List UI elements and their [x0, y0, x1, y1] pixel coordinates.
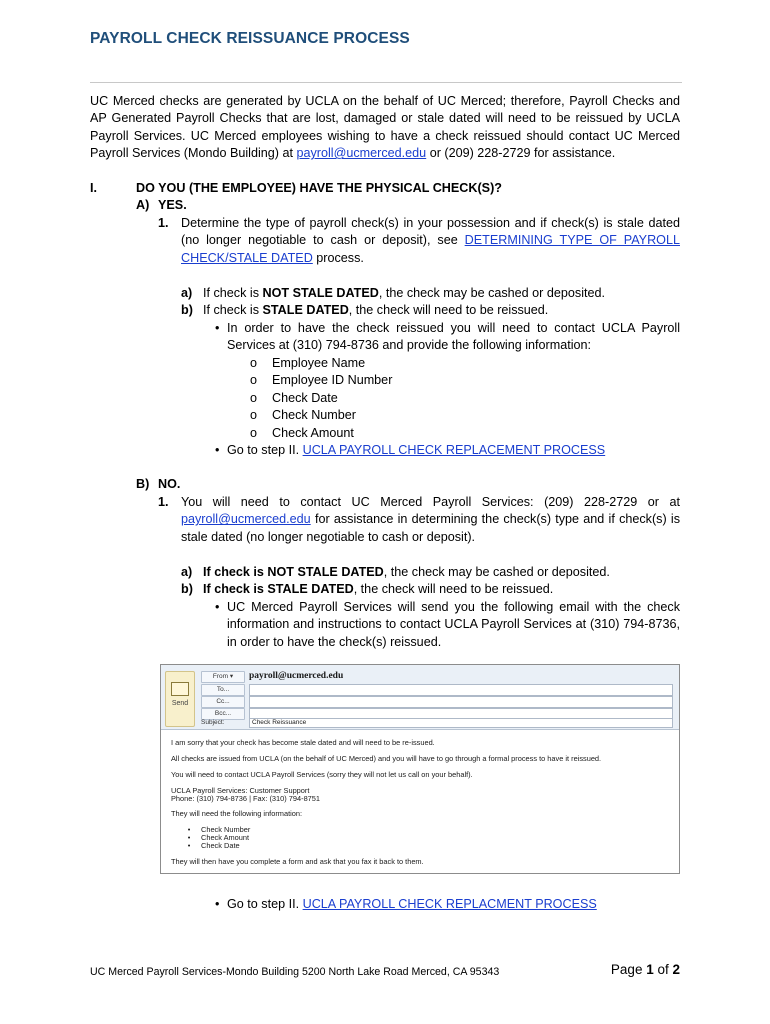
yes-b-bold: STALE DATED	[262, 303, 349, 317]
email-screenshot	[160, 664, 680, 874]
bullet-icon: •	[215, 443, 220, 457]
yes-a-text	[203, 285, 605, 302]
determining-type-link[interactable]: DETERMINING TYPE OF PAYROLL CHECK/STALE DATED	[181, 233, 680, 265]
ucla-replacement-link[interactable]: UCLA PAYROLL CHECK REPLACEMENT PROCESS	[302, 443, 606, 457]
yes-step-body: Determine the type of payroll check(s) in your possession and if check(s) is stale dated (no longer negotiable to cash or deposit), see	[181, 216, 680, 248]
no-b-post: , the check will need to be reissued.	[353, 582, 554, 596]
send-button	[165, 671, 195, 727]
yes-step-number: 1.	[158, 216, 169, 230]
no-heading: NO.	[158, 477, 181, 491]
no-a-label: a)	[181, 565, 193, 579]
page-word: Page	[610, 962, 647, 977]
no-step-after: for assistance in determining the check(s) type and if check(s) is stale dated (no longer negotiable to cash or deposit).	[181, 512, 680, 544]
no-bullet-email: UC Merced Payroll Services will send you the following email with the check information and instructions to contact UCLA Payroll Services at (310) 794-8736, in order to have the check(s) reissued.	[227, 600, 680, 649]
no-step-text	[181, 494, 680, 546]
email-line-3: You will need to contact UCLA Payroll Services (sorry they will not let us call on your behalf).	[171, 770, 473, 779]
bcc-button: Bcc...	[201, 708, 245, 720]
bullet-icon: •	[215, 321, 220, 335]
section-heading: DO YOU (THE EMPLOYEE) HAVE THE PHYSICAL CHECK(S)?	[136, 181, 502, 195]
bullet-icon: •	[215, 897, 220, 911]
no-payroll-email-link[interactable]: payroll@ucmerced.edu	[181, 512, 311, 527]
sub-item-marker: o	[250, 373, 258, 388]
sub-item-text: Check Number	[272, 408, 356, 423]
subject-label: Subject:	[201, 719, 225, 726]
sub-item-marker: o	[250, 408, 258, 423]
to-button: To...	[201, 684, 245, 696]
no-a-text	[203, 564, 610, 581]
email-line-5: Phone: (310) 794-8736 | Fax: (310) 794-8751	[171, 794, 321, 803]
sub-item-marker: o	[250, 425, 258, 440]
sub-item-text: Check Amount	[272, 425, 354, 440]
yes-label: A)	[136, 198, 150, 212]
no-b-label: b)	[181, 582, 193, 596]
no-b-bold: If check is STALE DATED	[203, 582, 354, 596]
yes-a-post: , the check may be cashed or deposited.	[378, 286, 605, 300]
no-goto-pre: Go to step II.	[227, 897, 303, 911]
email-item: • Check Amount	[177, 833, 249, 843]
no-label: B)	[136, 477, 150, 491]
payroll-email-link[interactable]: payroll@ucmerced.edu	[296, 146, 427, 161]
yes-b-label: b)	[181, 303, 193, 317]
email-item: • Check Date	[177, 841, 240, 851]
page-total: 2	[672, 962, 680, 977]
section-numeral: I.	[90, 181, 97, 195]
no-a-post: , the check may be cashed or deposited.	[383, 565, 610, 579]
yes-step-text	[181, 215, 680, 267]
title-divider	[90, 82, 682, 83]
yes-a-bold: NOT STALE DATED	[262, 286, 379, 300]
no-step-body: You will need to contact UC Merced Payroll Services: (209) 228-2729 or at	[181, 495, 680, 509]
envelope-icon	[171, 682, 189, 696]
send-label: Send	[171, 700, 189, 707]
sub-item-text: Employee Name	[272, 356, 366, 370]
to-field	[249, 684, 673, 696]
yes-b-pre: If check is	[203, 303, 263, 317]
page-number	[611, 962, 680, 977]
cc-field	[249, 696, 673, 708]
no-b-text	[203, 581, 553, 598]
from-value: payroll@ucmerced.edu	[249, 671, 344, 681]
yes-goto-step	[227, 442, 605, 459]
email-header	[161, 665, 679, 730]
document-title: PAYROLL CHECK REISSUANCE PROCESS	[90, 30, 410, 47]
footer-address: UC Merced Payroll Services-Mondo Building 5200 North Lake Road Merced, CA 95343	[90, 966, 500, 978]
yes-goto-pre: Go to step II.	[227, 443, 303, 457]
yes-a-pre: If check is	[203, 286, 263, 300]
subject-field: Check Reissuance	[249, 718, 673, 728]
yes-b-post: , the check will need to be reissued.	[348, 303, 549, 317]
bullet-icon: •	[215, 600, 220, 614]
sub-item-marker: o	[250, 356, 258, 370]
yes-bullet-contact: In order to have the check reissued you will need to contact UCLA Payroll Services at (310) 794-8736 and provide the following information:	[227, 321, 680, 353]
ucla-replacment-link[interactable]: UCLA PAYROLL CHECK REPLACMENT PROCESS	[302, 897, 597, 911]
yes-a-label: a)	[181, 286, 193, 300]
no-goto-step	[227, 896, 597, 913]
yes-step-after: process.	[312, 250, 364, 265]
intro-paragraph	[90, 93, 680, 163]
intro-text-1: UC Merced checks are generated by UCLA on the behalf of UC Merced; therefore, Payroll Checks and AP Generated Payroll Checks that are lost, damaged or stale dated will need to be reissued by UCLA Payroll Services. UC Merced employees wishing to have a check reissued should contact UC Merced Payroll Services (Mondo Building) at	[90, 94, 680, 161]
email-line-1: I am sorry that your check has become stale dated and will need to be re-issued.	[171, 738, 435, 747]
page-current: 1	[646, 962, 654, 977]
cc-button: Cc...	[201, 696, 245, 708]
intro-text-2: or (209) 228-2729 for assistance.	[426, 146, 616, 161]
no-a-bold: If check is NOT STALE DATED	[203, 565, 384, 579]
email-line-2: All checks are issued from UCLA (on the behalf of UC Merced) and you will have to go through a formal process to have it reissued.	[171, 754, 602, 763]
email-item: • Check Number	[177, 825, 250, 835]
no-step-number: 1.	[158, 495, 169, 509]
yes-b-text	[203, 302, 548, 319]
sub-item-marker: o	[250, 390, 258, 405]
email-line-6: They will need the following information:	[171, 809, 303, 818]
sub-item-text: Check Date	[272, 390, 338, 405]
email-line-4: UCLA Payroll Services: Customer Support	[171, 786, 310, 795]
page-of: of	[653, 962, 673, 977]
sub-item-text: Employee ID Number	[272, 373, 393, 388]
from-button: From ▾	[201, 671, 245, 683]
yes-heading: YES.	[158, 198, 187, 212]
email-line-7: They will then have you complete a form and ask that you fax it back to them.	[171, 857, 424, 866]
